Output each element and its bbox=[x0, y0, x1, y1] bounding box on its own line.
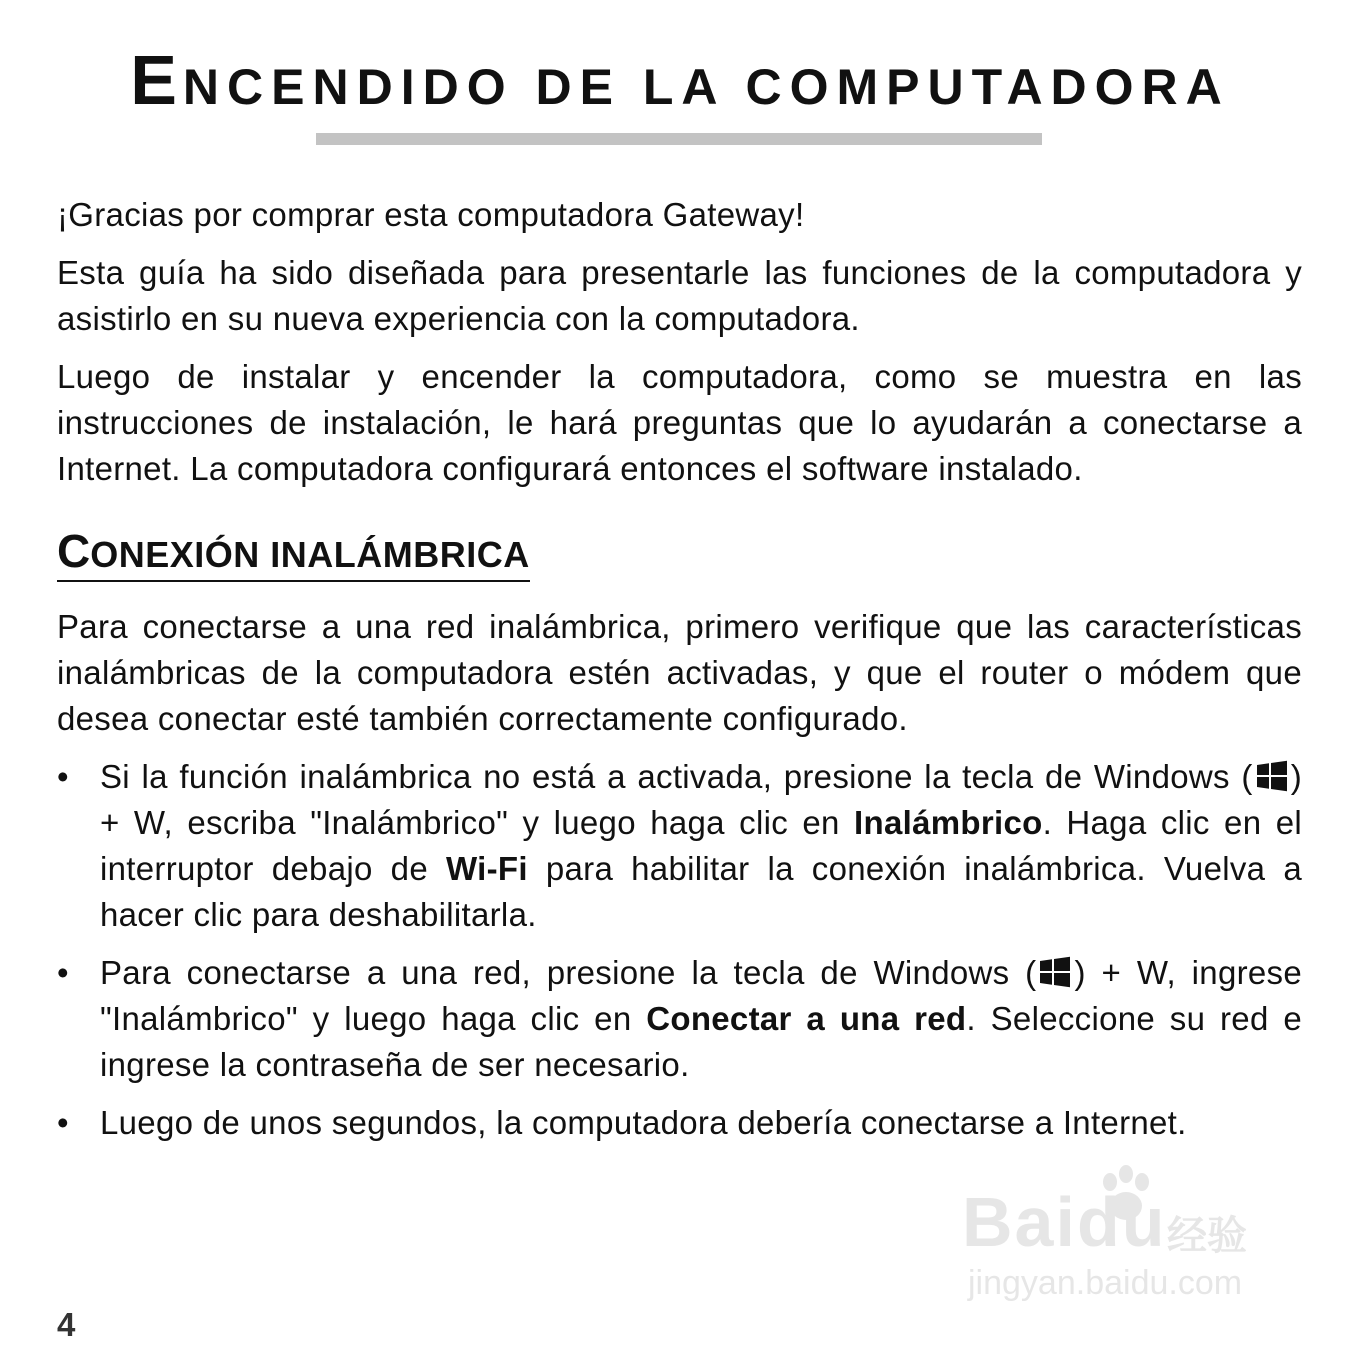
title-first-letter: E bbox=[130, 41, 183, 119]
watermark-brand: Baidu bbox=[962, 1183, 1167, 1261]
bold-conectar-red: Conectar a una red bbox=[646, 1000, 967, 1037]
watermark-cn: 经验 bbox=[1167, 1213, 1247, 1259]
intro-guide: Esta guía ha sido diseñada para presentarle las funciones de la computadora y asistirlo en su nueva experiencia con la computadora. bbox=[57, 254, 1302, 337]
intro-thanks: ¡Gracias por comprar esta computadora Gateway! bbox=[57, 196, 805, 233]
baidu-watermark bbox=[962, 1162, 1282, 1312]
heading-rest: ONEXIÓN INALÁMBRICA bbox=[90, 534, 530, 575]
section-heading-wireless bbox=[57, 526, 530, 582]
bold-wifi: Wi-Fi bbox=[446, 850, 528, 887]
list-item: • Si la función inalámbrica no está a activada, presione la tecla de Windows ( ) + W, escriba "Inalámbrico" y luego haga clic en Inalámbrico. Haga clic en el interruptor debajo de Wi-Fi para habilitar la conexión inalámbrica. Vuelva a hacer clic para deshabilitarla. bbox=[57, 754, 1302, 938]
windows-logo-icon bbox=[1255, 759, 1289, 793]
title-underline-bar bbox=[316, 133, 1042, 145]
page-number: 4 bbox=[57, 1306, 76, 1343]
windows-logo-icon bbox=[1038, 955, 1072, 989]
bullet: • bbox=[57, 1104, 69, 1141]
bold-inalambrico: Inalámbrico bbox=[854, 804, 1043, 841]
list-item: • Luego de unos segundos, la computadora debería conectarse a Internet. bbox=[57, 1100, 1302, 1146]
wireless-steps-list bbox=[57, 754, 1302, 1146]
heading-first-letter: C bbox=[57, 525, 91, 577]
title-rest: NCENDIDO DE LA COMPUTADORA bbox=[182, 59, 1230, 115]
page-title bbox=[0, 40, 1360, 120]
watermark-url: jingyan.baidu.com bbox=[968, 1264, 1243, 1302]
bullet: • bbox=[57, 758, 69, 795]
list-item: • Para conectarse a una red, presione la tecla de Windows ( ) + W, ingrese "Inalámbrico" y luego haga clic en Conectar a una red. Seleccione su red e ingrese la contraseña de ser necesario. bbox=[57, 950, 1302, 1088]
intro-setup: Luego de instalar y encender la computadora, como se muestra en las instrucciones de instalación, le hará preguntas que lo ayudarán a conectarse a Internet. La computadora configurará entonces el software instalado. bbox=[57, 358, 1302, 487]
page-body bbox=[57, 192, 1302, 1158]
bullet: • bbox=[57, 954, 69, 991]
wireless-intro: Para conectarse a una red inalámbrica, primero verifique que las características inalámbricas de la computadora estén activadas, y que el router o módem que desea conectar esté también correctamente configurado. bbox=[57, 608, 1302, 737]
